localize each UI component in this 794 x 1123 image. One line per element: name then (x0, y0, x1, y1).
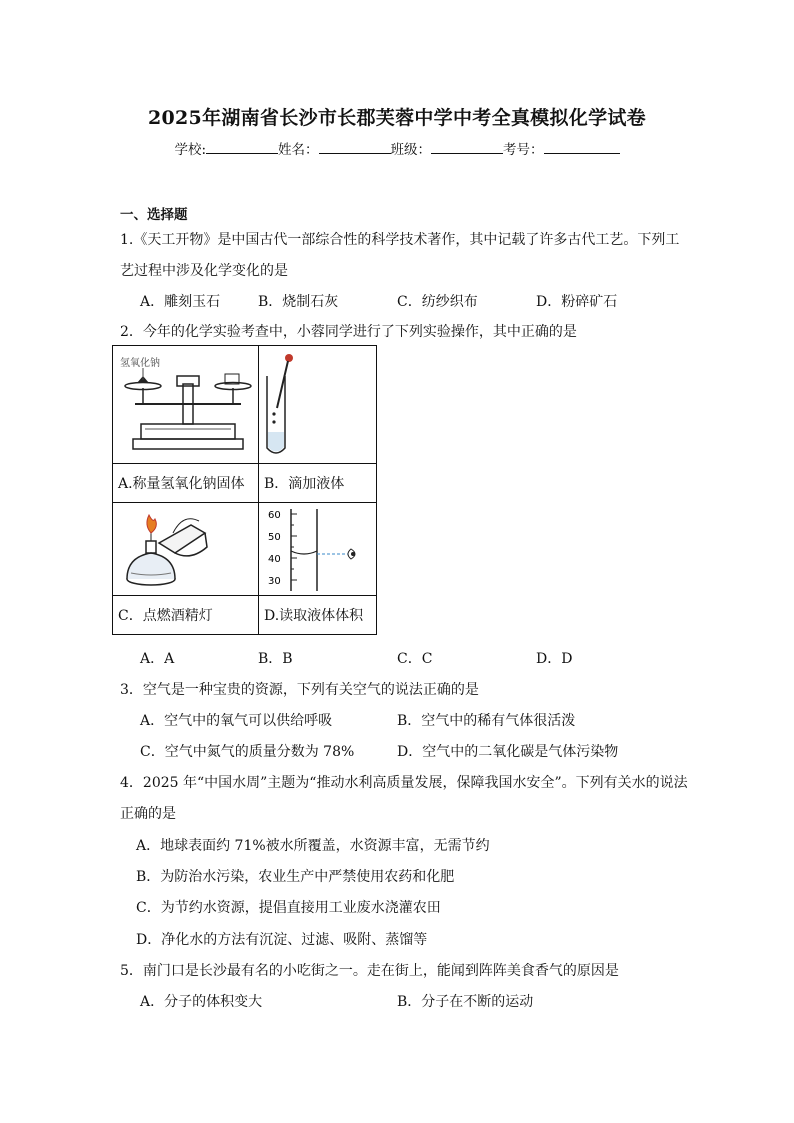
svg-text:50: 50 (268, 532, 281, 543)
q4-option-a[interactable]: A．地球表面约 71%被水所覆盖，水资源丰富，无需节约 (136, 838, 490, 854)
student-info-line (0, 138, 794, 158)
cylinder-image-cell (259, 503, 377, 596)
exam-title: 2025年湖南省长沙市长郡芙蓉中学中考全真模拟化学试卷 (148, 107, 646, 129)
lamp-image-cell (113, 503, 259, 596)
q2-cell-d-label: D.读取液体体积 (259, 596, 377, 635)
q3-stem: 3．空气是一种宝贵的资源，下列有关空气的说法正确的是 (120, 682, 479, 698)
q4-stem-line1: 4．2025 年“中国水周”主题为“推动水利高质量发展，保障我国水安全”。下列有关水的说法 (120, 775, 688, 791)
q1-option-d[interactable]: D．粉碎矿石 (536, 294, 618, 310)
q3-option-c[interactable]: C．空气中氮气的质量分数为 78% (140, 744, 355, 760)
school-field[interactable] (206, 139, 278, 154)
q5-option-a[interactable]: A．分子的体积变大 (140, 994, 263, 1010)
dropper-tube-icon (259, 346, 376, 463)
q4-option-c[interactable]: C．为节约水资源，提倡直接用工业废水浇灌农田 (136, 900, 441, 916)
q2-option-b[interactable]: B．B (258, 651, 293, 667)
q4-stem-line2: 正确的是 (120, 806, 176, 822)
exam-no-label: 考号： (503, 142, 544, 158)
q1-option-a[interactable]: A．雕刻玉石 (140, 294, 221, 310)
q1-option-b[interactable]: B．烧制石灰 (258, 294, 339, 310)
q3-option-b[interactable]: B．空气中的稀有气体很活泼 (397, 713, 576, 729)
q1-option-c[interactable]: C．纺纱织布 (397, 294, 478, 310)
balance-image-cell (113, 346, 259, 464)
q2-cell-a-label: A.称量氢氧化钠固体 (113, 464, 259, 503)
graduated-cylinder-icon (259, 503, 376, 595)
q2-image-table (112, 345, 377, 635)
svg-text:30: 30 (268, 576, 281, 587)
q2-stem: 2．今年的化学实验考查中，小蓉同学进行了下列实验操作，其中正确的是 (120, 324, 577, 340)
q4-option-d[interactable]: D．净化水的方法有沉淀、过滤、吸附、蒸馏等 (136, 932, 428, 948)
svg-text:60: 60 (268, 510, 281, 521)
balance-icon (113, 346, 258, 463)
q2-cell-c-label: C．点燃酒精灯 (113, 596, 259, 635)
q3-option-a[interactable]: A．空气中的氧气可以供给呼吸 (140, 713, 333, 729)
name-field[interactable] (319, 139, 391, 154)
school-label: 学校: (174, 142, 207, 158)
svg-text:40: 40 (268, 554, 281, 565)
q2-cell-b-label: B．滴加液体 (259, 464, 377, 503)
q2-option-c[interactable]: C．C (397, 651, 433, 667)
q1-stem-line2: 艺过程中涉及化学变化的是 (120, 263, 288, 279)
q5-stem: 5．南门口是长沙最有名的小吃街之一。走在街上，能闻到阵阵美食香气的原因是 (120, 963, 619, 979)
q2-option-d[interactable]: D．D (536, 651, 573, 667)
svg-text:氢氧化钠: 氢氧化钠 (120, 358, 160, 369)
q5-option-b[interactable]: B．分子在不断的运动 (397, 994, 534, 1010)
q1-stem-line1: 1.《天工开物》是中国古代一部综合性的科学技术著作，其中记载了许多古代工艺。下列工 (120, 232, 680, 248)
q4-option-b[interactable]: B．为防治水污染，农业生产中严禁使用农药和化肥 (136, 869, 455, 885)
alcohol-lamp-icon (113, 503, 258, 595)
q2-option-a[interactable]: A．A (140, 651, 175, 667)
q3-option-d[interactable]: D．空气中的二氧化碳是气体污染物 (397, 744, 619, 760)
section-heading: 一、选择题 (120, 207, 188, 223)
class-field[interactable] (431, 139, 503, 154)
name-label: 姓名： (278, 142, 319, 158)
dropper-image-cell (259, 346, 377, 464)
exam-no-field[interactable] (544, 139, 620, 154)
class-label: 班级： (390, 142, 432, 158)
